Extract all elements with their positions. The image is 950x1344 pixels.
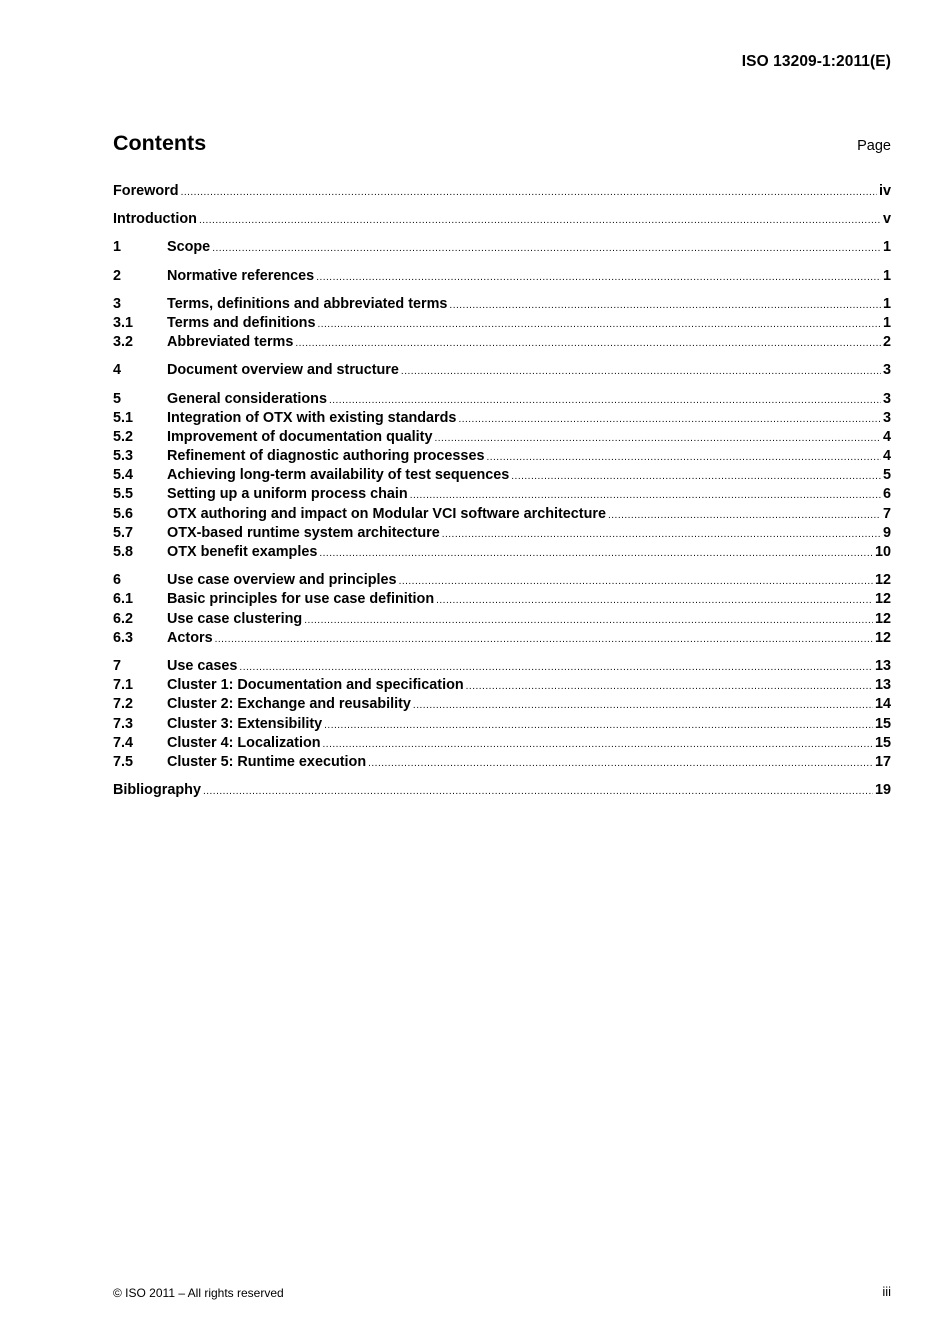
toc-entry[interactable] xyxy=(113,676,891,695)
toc-dot-leader xyxy=(486,448,881,467)
toc-entry-number: 7.3 xyxy=(113,715,134,732)
toc-entry[interactable] xyxy=(113,409,891,428)
toc-entry-page: 2 xyxy=(882,334,891,351)
toc-entry-title: OTX authoring and impact on Modular VCI software architecture xyxy=(167,505,606,522)
toc-entry-page: 12 xyxy=(874,629,891,646)
toc-entry-title: Use cases xyxy=(167,657,238,674)
toc-entry-title: Bibliography xyxy=(113,782,201,799)
toc-entry[interactable] xyxy=(113,734,891,753)
toc-entry-page: 4 xyxy=(882,448,891,465)
toc-entry-number: 7.5 xyxy=(113,753,134,770)
toc-entry-number: 5 xyxy=(113,390,122,407)
toc-entry-title: Introduction xyxy=(113,211,197,228)
toc-entry-number: 5.7 xyxy=(113,524,134,541)
toc-entry-number: 6 xyxy=(113,572,122,589)
toc-entry-title: Use case clustering xyxy=(167,610,303,627)
toc-entry-number: 5.5 xyxy=(113,486,134,503)
toc-dot-leader xyxy=(413,696,873,715)
toc-entry-title: Refinement of diagnostic authoring processes xyxy=(167,448,485,465)
toc-entry-title: Basic principles for use case definition xyxy=(167,591,435,608)
toc-entry-title: Integration of OTX with existing standards xyxy=(167,409,457,426)
toc-entry-title: Use case overview and principles xyxy=(167,572,397,589)
toc-entry-title: Normative references xyxy=(167,267,315,284)
toc-dot-leader xyxy=(319,544,873,563)
toc-entry-title: Improvement of documentation quality xyxy=(167,428,433,445)
toc-entry-page: 3 xyxy=(882,390,891,407)
toc-dot-leader xyxy=(449,296,881,315)
toc-entry[interactable] xyxy=(113,182,891,201)
toc-entry-title: Cluster 3: Extensibility xyxy=(167,715,323,732)
toc-entry-title: Document overview and structure xyxy=(167,362,399,379)
toc-dot-leader xyxy=(458,410,881,429)
toc-entry-page: 12 xyxy=(874,591,891,608)
toc-entry-page: 19 xyxy=(874,782,891,799)
toc-entry[interactable] xyxy=(113,695,891,714)
table-of-contents xyxy=(113,182,891,800)
toc-entry-number: 6.3 xyxy=(113,629,134,646)
toc-entry-title: Setting up a uniform process chain xyxy=(167,486,408,503)
toc-entry-title: Cluster 2: Exchange and reusability xyxy=(167,696,411,713)
toc-entry[interactable] xyxy=(113,505,891,524)
toc-entry-number: 5.3 xyxy=(113,448,134,465)
toc-entry-page: 1 xyxy=(882,295,891,312)
toc-entry-number: 1 xyxy=(113,239,122,256)
toc-dot-leader xyxy=(199,211,881,230)
toc-entry[interactable] xyxy=(113,485,891,504)
toc-entry-page: 12 xyxy=(874,572,891,589)
toc-entry[interactable] xyxy=(113,543,891,562)
toc-dot-leader xyxy=(324,716,873,735)
toc-entry-page: 7 xyxy=(882,505,891,522)
toc-entry-title: Cluster 4: Localization xyxy=(167,734,321,751)
footer-copyright: © ISO 2011 – All rights reserved xyxy=(113,1286,284,1300)
toc-entry-number: 3.2 xyxy=(113,334,134,351)
toc-entry-number: 5.4 xyxy=(113,467,134,484)
toc-entry-title: Actors xyxy=(167,629,213,646)
document-id: ISO 13209-1:2011(E) xyxy=(741,53,891,70)
toc-entry[interactable] xyxy=(113,333,891,352)
toc-entry-number: 7.4 xyxy=(113,734,134,751)
toc-entry[interactable] xyxy=(113,590,891,609)
toc-dot-leader xyxy=(410,486,881,505)
toc-entry-title: Terms and definitions xyxy=(167,314,316,331)
toc-dot-leader xyxy=(329,391,881,410)
toc-entry-page: 9 xyxy=(882,524,891,541)
toc-entry-page: 6 xyxy=(882,486,891,503)
toc-entry-page: 5 xyxy=(882,467,891,484)
toc-entry-page: 3 xyxy=(882,362,891,379)
toc-entry-number: 4 xyxy=(113,362,122,379)
toc-entry-title: Scope xyxy=(167,239,211,256)
toc-entry-number: 5.1 xyxy=(113,409,134,426)
toc-entry[interactable] xyxy=(113,210,891,229)
toc-entry-number: 3.1 xyxy=(113,314,134,331)
toc-entry-number: 2 xyxy=(113,267,122,284)
toc-entry[interactable] xyxy=(113,447,891,466)
page-column-label: Page xyxy=(857,138,891,154)
toc-entry-page: 15 xyxy=(874,715,891,732)
toc-entry[interactable] xyxy=(113,715,891,734)
toc-entry[interactable] xyxy=(113,657,891,676)
toc-entry[interactable] xyxy=(113,295,891,314)
toc-entry-page: 10 xyxy=(874,544,891,560)
toc-entry-title: Foreword xyxy=(113,183,179,199)
toc-entry[interactable] xyxy=(113,361,891,380)
footer-page-number: iii xyxy=(882,1284,891,1299)
toc-entry-title: Abbreviated terms xyxy=(167,334,294,351)
toc-dot-leader xyxy=(215,630,873,649)
toc-entry[interactable] xyxy=(113,428,891,447)
toc-entry-number: 7 xyxy=(113,657,122,674)
toc-entry-number: 5.6 xyxy=(113,505,134,522)
toc-entry[interactable] xyxy=(113,238,891,257)
toc-entry-page: 15 xyxy=(874,734,891,751)
toc-dot-leader xyxy=(317,315,881,334)
toc-entry-page: 1 xyxy=(882,239,891,256)
toc-entry-page: 1 xyxy=(882,267,891,284)
toc-entry-title: OTX-based runtime system architecture xyxy=(167,524,440,541)
toc-entry-title: Cluster 5: Runtime execution xyxy=(167,753,367,770)
toc-dot-leader xyxy=(608,506,881,525)
toc-entry-title: Achieving long-term availability of test sequences xyxy=(167,467,510,484)
toc-dot-leader xyxy=(401,362,881,381)
toc-entry[interactable] xyxy=(113,390,891,409)
toc-dot-leader xyxy=(368,754,873,773)
toc-entry-page: v xyxy=(882,211,891,228)
toc-dot-leader xyxy=(203,782,873,801)
toc-dot-leader xyxy=(212,239,881,258)
toc-dot-leader xyxy=(436,591,873,610)
toc-entry-page: 13 xyxy=(874,677,891,694)
toc-entry-title: Cluster 1: Documentation and specification xyxy=(167,677,464,694)
toc-entry-title: Terms, definitions and abbreviated terms xyxy=(167,295,448,312)
toc-entry[interactable] xyxy=(113,466,891,485)
toc-entry[interactable] xyxy=(113,610,891,629)
toc-entry[interactable] xyxy=(113,267,891,286)
toc-dot-leader xyxy=(181,183,877,202)
toc-entry-page: iv xyxy=(878,183,891,199)
toc-entry-number: 7.1 xyxy=(113,677,134,694)
toc-dot-leader xyxy=(323,735,873,754)
toc-entry-title: General considerations xyxy=(167,390,327,407)
toc-dot-leader xyxy=(511,467,881,486)
toc-entry-page: 1 xyxy=(882,314,891,331)
toc-entry[interactable] xyxy=(113,571,891,590)
contents-title: Contents xyxy=(113,131,207,155)
toc-entry-number: 3 xyxy=(113,295,122,312)
toc-entry-number: 5.8 xyxy=(113,544,134,560)
toc-entry[interactable] xyxy=(113,753,891,772)
toc-dot-leader xyxy=(239,658,873,677)
toc-entry-page: 4 xyxy=(882,428,891,445)
toc-entry[interactable] xyxy=(113,314,891,333)
toc-entry-number: 5.2 xyxy=(113,428,134,445)
toc-dot-leader xyxy=(304,611,873,630)
toc-entry[interactable] xyxy=(113,629,891,648)
toc-dot-leader xyxy=(399,572,873,591)
toc-entry-number: 7.2 xyxy=(113,696,134,713)
toc-entry-page: 14 xyxy=(874,696,891,713)
toc-entry[interactable] xyxy=(113,781,891,800)
toc-dot-leader xyxy=(295,334,881,353)
toc-entry-page: 17 xyxy=(874,753,891,770)
toc-entry-page: 13 xyxy=(874,657,891,674)
toc-entry-number: 6.1 xyxy=(113,591,134,608)
toc-dot-leader xyxy=(442,525,881,544)
toc-entry-title: OTX benefit examples xyxy=(167,544,318,560)
toc-dot-leader xyxy=(466,677,873,696)
toc-entry[interactable] xyxy=(113,524,891,543)
toc-entry-number: 6.2 xyxy=(113,610,134,627)
toc-entry-page: 12 xyxy=(874,610,891,627)
toc-dot-leader xyxy=(316,268,881,287)
toc-entry-page: 3 xyxy=(882,409,891,426)
toc-dot-leader xyxy=(434,429,881,448)
